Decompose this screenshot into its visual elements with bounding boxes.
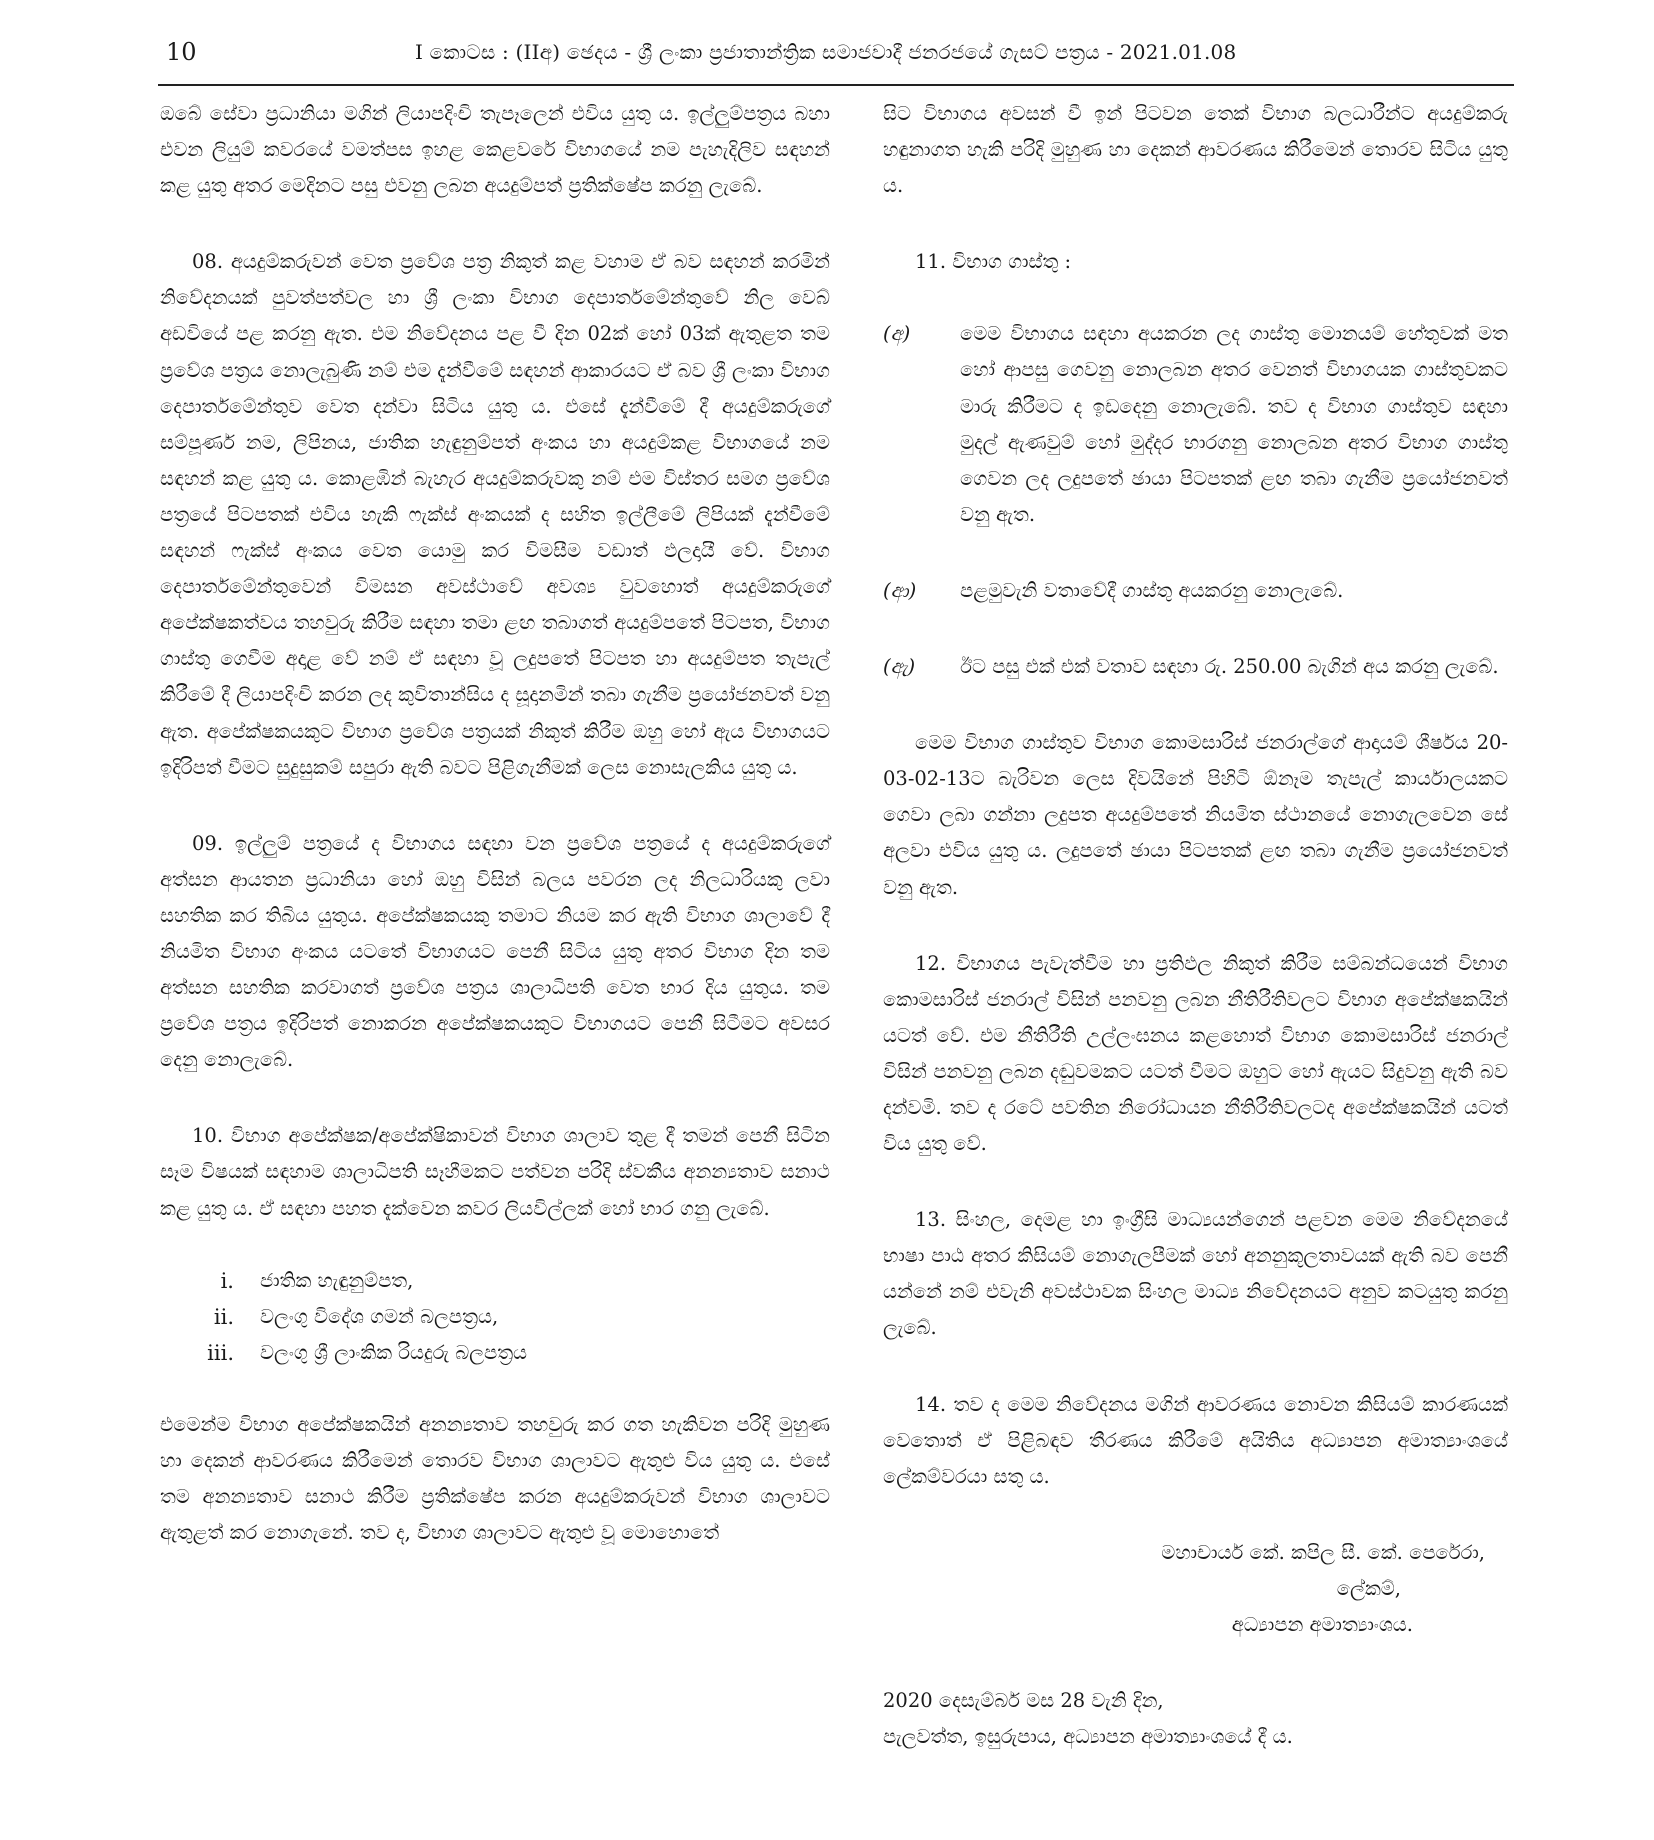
identity-documents-list	[160, 1263, 830, 1371]
section-11-heading: 11. විභාග ගාස්තු :	[915, 250, 1072, 274]
signatory-role: ලේකම්,	[1336, 1576, 1401, 1600]
sub-item-text: පළමුවැනි වතාවේදී ගාස්තු අයකරනු නොලැබේ.	[960, 578, 1344, 602]
list-item-text: වලංගු විදේශ ගමන් බලපත්‍රය,	[260, 1304, 499, 1328]
fee-item-aa	[883, 573, 1508, 609]
paragraph-08: 08. අයදුම්කරුවන් වෙත ප්‍රවේශ පත්‍ර නිකුත් කළ වහාම ඒ බව සඳහන් කරමින් නිවේදනයක් පුවත්පත්වල හා ශ්‍රී ලංකා විභාග දෙපාර්තමේන්තුවේ නිල වෙබ් අඩවියේ පළ කරනු ඇත. එම නිවේදනය පළ වී දින 02ක් හෝ 03ක් ඇතුළත තම ප්‍රවේශ පත්‍රය නොලැබුණි නම් එම දැන්වීමේ සඳහන් ආකාරයට ඒ බව ශ්‍රී ලංකා විභාග දෙපාර්තමේන්තුව වෙත දන්වා සිටිය යුතු ය. එසේ දැන්වීමේ දී අයදුම්කරුගේ සම්පූර්ණ නම, ලිපිනය, ජාතික හැඳුනුම්පත් අංකය හා අයදුම්කළ විභාගයේ නම සඳහන් කළ යුතු ය. කොළඹින් බැහැර අයදුම්කරුවකු නම් එම විස්තර සමග ප්‍රවේශ පත්‍රයේ පිටපතක් එවිය හැකි ෆැක්ස් අංකයක් ද සහිත ඉල්ලීමේ ලිපියක් දැන්වීමේ සඳහන් ෆැක්ස් අංකය වෙත යොමු කර විමසීම වඩාත් ඵලදායී වේ. විභාග දෙපාර්තමේන්තුවෙන් විමසන අවස්ථාවේ අවශ්‍ය වුවහොත් අයදුම්කරුගේ අපේක්ෂකත්වය තහවුරු කිරීම සඳහා තමා ළඟ තබාගත් අයදුම්පතේ පිටපත, විභාග ගාස්තු ගෙවීම අදාළ වේ නම් ඒ සඳහා වූ ලදුපතේ පිටපත හා අයදුම්පත තැපැල් කිරීමේ දී ලියාපදිංචි කරන ලද කුවිතාන්සිය ද සූදානමින් තබා ගැනීම ප්‍රයෝජනවත් වනු ඇත. අපේක්ෂකයකුට විභාග ප්‍රවේශ පත්‍රයක් නිකුත් කිරීම ඔහු හෝ ඇය විභාගයට ඉදිරිපත් වීමට සුදුසුකම් සපුරා ඇති බවට පිළිගැනීමක් ලෙස නොසැලකිය යුතු ය.	[160, 250, 830, 779]
paragraph-13: 13. සිංහල, දෙමළ හා ඉංග්‍රීසි මාධ්‍යයන්ගෙන් පළවන මෙම නිවේදනයේ භාෂා පාඨ අතර කිසියම් නොගැලපීමක් හෝ අනනුකූලතාවයක් ඇති බව පෙනී යන්නේ නම් එවැනි අවස්ථාවක සිංහල මාධ්‍ය නිවේදනයට අනුව කටයුතු කරනු ලැබේ.	[883, 1208, 1508, 1340]
date-line: 2020 දෙසැම්බර් මස 28 වැනි දින,	[883, 1688, 1164, 1712]
sub-item-text: ඊට පසු එක් එක් වතාව සඳහා රු. 250.00 බැගින් අය කරනු ලැබේ.	[960, 655, 1499, 679]
list-marker: iii.	[207, 1340, 234, 1365]
fee-item-ae	[883, 649, 1508, 685]
place-line: පැලවත්ත, ඉසුරුපාය, අධ්‍යාපන අමාත්‍යාංශයේ දී ය.	[883, 1724, 1293, 1748]
signatory-name: මහාචාර්ය කේ. කපිල සී. කේ. පෙරේරා,	[1161, 1540, 1485, 1564]
list-item	[160, 1263, 830, 1299]
paragraph-14: 14. තව ද මෙම නිවේදනය මගින් ආවරණය නොවන කිසියම් කාරණයක් වෙතොත් ඒ පිළිබඳව තීරණය කිරීමේ අයිතිය අධ්‍යාපන අමාත්‍යාංශයේ ලේකම්වරයා සතු ය.	[883, 1392, 1508, 1488]
paragraph-continued-right: සිට විභාගය අවසන් වී ඉන් පිටවන තෙක් විභාග බලධාරීන්ට අයදුම්කරු හඳුනාගත හැකි පරිදි මුහුණ හා දෙකන් ආවරණය කිරීමෙන් තොරව සිටිය යුතු ය.	[883, 102, 1508, 198]
list-marker: i.	[220, 1268, 234, 1293]
paragraph-10: 10. විභාග අපේක්ෂක/අපේක්ෂිකාවන් විභාග ශාලාව තුළ දී තමන් පෙනී සිටින සෑම විෂයක් සඳහාම ශාලාධිපති සෑහීමකට පත්වන පරිදි ස්වකීය අනන්‍යතාව සනාථ කළ යුතු ය. ඒ සඳහා පහත දැක්වෙන කවර ලියවිල්ලක් හෝ භාර ගනු ලැබේ.	[160, 1124, 830, 1220]
list-item	[160, 1335, 830, 1371]
signatory-office: අධ්‍යාපන අමාත්‍යාංශය.	[1231, 1612, 1413, 1636]
signature-block	[883, 1535, 1508, 1643]
sub-item-marker: (අ)	[883, 322, 911, 346]
paragraph-12: 12. විභාගය පැවැත්වීම හා ප්‍රතිඵල නිකුත් කිරීම සම්බන්ධයෙන් විභාග කොමසාරිස් ජනරාල් විසින් පනවනු ලබන නීතිරීතිවලට විභාග අපේක්ෂකයින් යටත් වේ. එම නීතිරීති උල්ලංඝනය කළහොත් විභාග කොමසාරිස් ජනරාල් විසින් පනවනු ලබන දඬුවමකට යටත් වීමට ඔහුට හෝ ඇයට සිදුවනු ඇති බව දන්වමි. තව ද රටේ පවතින නිරෝධායන නීතිරීතිවලටද අපේක්ෂකයින් යටත් විය යුතු වේ.	[883, 951, 1508, 1156]
paragraph-fee-payment: මෙම විභාග ගාස්තුව විභාග කොමසාරිස් ජනරාල්ගේ ආදායම් ශීර්ෂය 20-03-02-13ට බැරිවන ලෙස දිවයිනේ පිහිටි ඕනෑම තැපැල් කාර්යාලයකට ගෙවා ලබා ගන්නා ලදුපත අයදුම්පතේ නියමිත ස්ථානයේ නොගැලවෙන සේ අලවා එවිය යුතු ය. ලදුපතේ ඡායා පිටපතක් ළඟ තබා ගැනීම ප්‍රයෝජනවත් වනු ඇත.	[883, 731, 1508, 899]
page-number: 10	[166, 38, 197, 66]
list-item-text: වලංගු ශ්‍රී ලාංකික රියදුරු බලපත්‍රය	[260, 1340, 528, 1364]
left-column	[160, 96, 830, 1551]
list-item-text: ජාතික හැඳුනුම්පත,	[260, 1268, 414, 1292]
right-column	[883, 96, 1508, 1755]
sub-item-text: මෙම විභාගය සඳහා අයකරන ලද ගාස්තු මොනයම් හේතුවක් මත හෝ ආපසු ගෙවනු නොලබන අතර වෙනත් විභාගයක ගාස්තුවකට මාරු කිරීමට ද ඉඩදෙනු නොලැබේ. තව ද විභාග ගාස්තුව සඳහා මුදල් ඇණවුම් හෝ මුද්දර භාරගනු නොලබන අතර විභාග ගාස්තු ගෙවන ලද ලදුපතේ ඡායා පිටපතක් ළඟ තබා ගැනීම ප්‍රයෝජනවත් වනු ඇත.	[960, 322, 1508, 526]
list-item	[160, 1299, 830, 1335]
paragraph-continued: ඔබේ සේවා ප්‍රධානියා මගින් ලියාපදිංචි තැපෑලෙන් එවිය යුතු ය. ඉල්ලුම්පත්‍රය බහා එවන ලියුම් කවරයේ වමත්පස ඉහළ කෙළවරේ විභාගයේ නම පැහැදිලිව සඳහන් කළ යුතු අතර මෙදිනට පසු එවනු ලබන අයදුම්පත් ප්‍රතික්ෂේප කරනු ලැබේ.	[160, 102, 830, 198]
header-rule	[158, 84, 1514, 86]
sub-item-marker: (ආ)	[883, 578, 917, 602]
paragraph-after-list: එමෙන්ම විභාග අපේක්ෂකයින් අනන්‍යතාව තහවුරු කර ගත හැකිවන පරිදි මුහුණ හා දෙකන් ආවරණය කිරීමෙන් තොරව විභාග ශාලාවට ඇතුළු විය යුතු ය. එසේ තම අනන්‍යතාව සනාථ කිරීම ප්‍රතික්ෂේප කරන අයදුම්කරුවන් විභාග ශාලාවට ඇතුළත් කර නොගැනේ. තව ද, විභාග ශාලාවට ඇතුළු වූ මොහොතේ	[160, 1412, 830, 1545]
list-marker: ii.	[213, 1304, 234, 1329]
sub-item-marker: (ඇ)	[883, 655, 916, 679]
fee-item-a	[883, 316, 1508, 533]
running-header: I කොටස : (IIඅ) ඡෙදය - ශ්‍රී ලංකා ප්‍රජාතාන්ත්‍රික සමාජවාදී ජනරජයේ ගැසට් පත්‍රය - 2021.01.08	[415, 40, 1237, 64]
paragraph-09: 09. ඉල්ලුම් පත්‍රයේ ද විභාගය සඳහා වන ප්‍රවේශ පත්‍රයේ ද අයදුම්කරුගේ අත්සන ආයතන ප්‍රධානියා හෝ ඔහු විසින් බලය පවරන ලද නිලධාරියකු ලවා සහතික කර තිබිය යුතුය. අපේක්ෂකයකු තමාට නියම කර ඇති විභාග ශාලාවේ දී නියමිත විභාග අංකය යටතේ විභාගයට පෙනී සිටිය යුතු අතර විභාග දින තම අත්සන සහතික කරවාගත් ප්‍රවේශ පත්‍රය ශාලාධිපති වෙත භාර දිය යුතුය. තම ප්‍රවේශ පත්‍රය ඉදිරිපත් නොකරන අපේක්ෂකයකුට විභාගයට පෙනී සිටීමට අවසර දෙනු නොලැබේ.	[160, 831, 830, 1072]
